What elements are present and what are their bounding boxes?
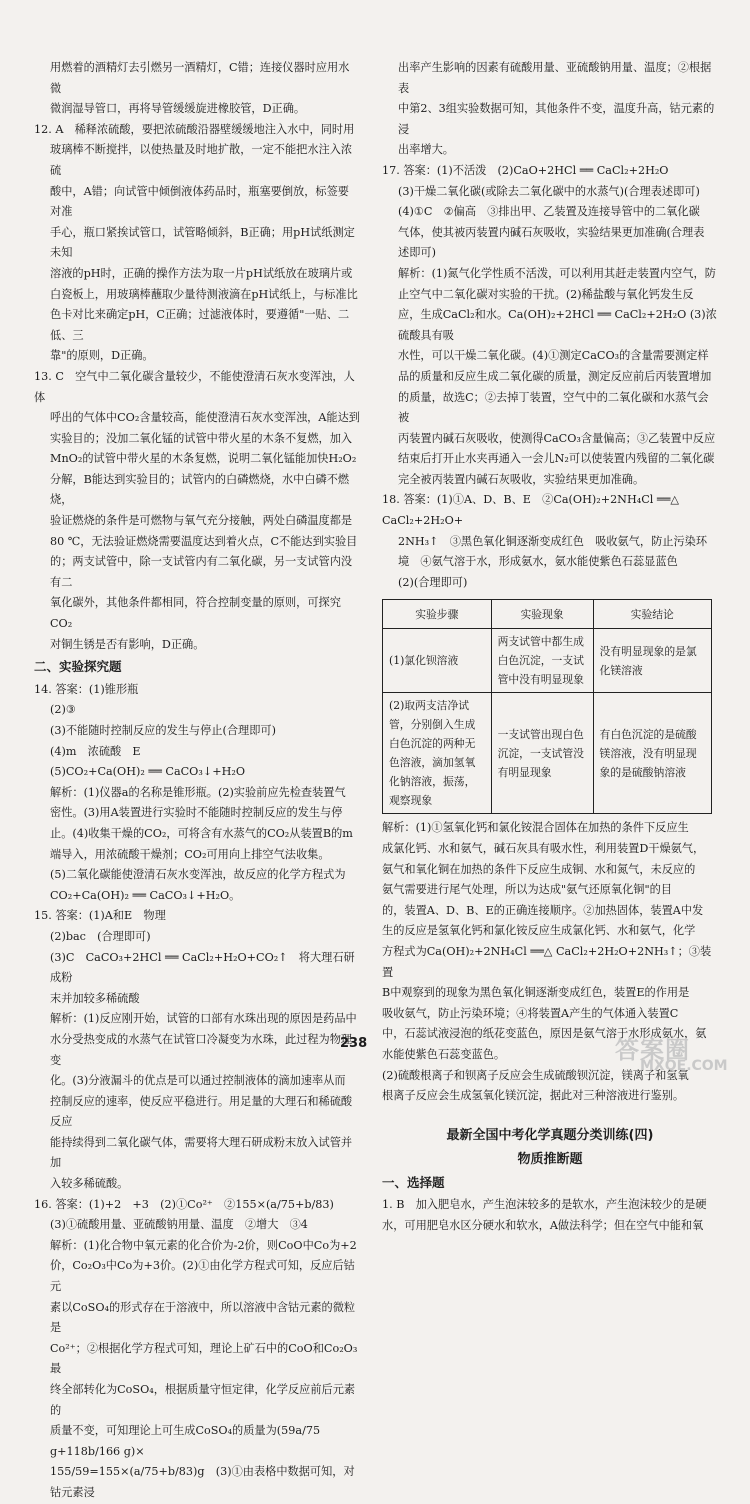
chapter-subtitle: 物质推断题 <box>517 1151 583 1167</box>
text-line: 氧化碳外，其他条件都相同，符合控制变量的原则，可探究CO₂ <box>50 596 341 631</box>
table-cell: 没有明显现象的是氯化镁溶液 <box>593 629 711 693</box>
table-cell: 一支试管出现白色沉淀，一支试管没有明显现象 <box>491 693 593 814</box>
text-line: 80 ℃，无法验证燃烧需要温度达到着火点，C不能达到实验目 <box>50 534 358 548</box>
text-line: 对铜生锈是否有影响，D正确。 <box>50 637 205 651</box>
text-line: 成氯化钙、水和氨气，碱石灰具有吸水性，利用装置D干燥氨气， <box>382 842 705 856</box>
text-line: 末并加较多稀硫酸 <box>50 991 140 1005</box>
text-line: 结束后打开止水夹再通入一会儿N₂可以使装置内残留的二氧化碳 <box>398 452 715 466</box>
question-12 <box>34 120 360 367</box>
table-row <box>383 693 712 814</box>
text-line: 白瓷板上，用玻璃棒蘸取少量待测液滴在pH试纸上，与标准比 <box>50 287 358 301</box>
text-line: 中第2、3组实验数据可知，其他条件不变，温度升高，钴元素的浸 <box>398 102 715 136</box>
text-line: 应，生成CaCl₂和水。Ca(OH)₂+2HCl ══ CaCl₂+2H₂O (3)浓硫酸具有吸 <box>398 308 717 342</box>
text-line: 解析：(1)化合物中氧元素的化合价为-2价，则CoO中Co为+2 <box>50 1238 357 1252</box>
text-line: (4)m 浓硫酸 E <box>50 744 141 758</box>
text-line: 解析：(1)仪器a的名称是锥形瓶。(2)实验前应先检查装置气 <box>50 785 346 799</box>
question-15-line: 15. 答案：(1)A和E 物理 <box>34 909 166 923</box>
text-line: 的质量，故选C；②去掉丁装置，空气中的二氧化碳和水蒸气会被 <box>398 390 709 425</box>
question-15 <box>34 906 360 1194</box>
chapter-title: 最新全国中考化学真题分类训练(四) <box>446 1127 654 1143</box>
text-line: 分解，B能达到实验目的；试管内的白磷燃烧，水中白磷不燃烧， <box>50 472 350 507</box>
question-1 <box>382 1195 718 1236</box>
text-line: 入较多稀硫酸。 <box>50 1177 129 1191</box>
text-line: (4)①C ②偏高 ③排出甲、乙装置及连接导管中的二氧化碳 <box>398 205 700 219</box>
watermark-logo: 答案圈 <box>615 1036 690 1064</box>
table-cell: (1)氯化钡溶液 <box>383 629 492 693</box>
text-line: (2)bac (合理即可) <box>50 929 151 943</box>
text-line: 实验目的；没加二氧化锰的试管中带火星的木条不复燃，加入 <box>50 431 353 445</box>
text-line: (3)C CaCO₃+2HCl ══ CaCl₂+H₂O+CO₂↑ 将大理石研成粉 <box>50 950 355 985</box>
watermark-url: MXQE.COM <box>640 1058 728 1074</box>
question-13 <box>34 367 360 655</box>
text-line: (5)二氧化碳能使澄清石灰水变浑浊，故反应的化学方程式为 <box>50 868 346 882</box>
text-line: 2NH₃↑ ③黑色氧化铜逐渐变成红色 吸收氨气，防止污染环 <box>398 534 708 548</box>
text-line: (2)③ <box>50 703 76 717</box>
section-heading: 一、选择题 <box>382 1174 445 1190</box>
text-line: 验证燃烧的条件是可燃物与氧气充分接触，两处白磷温度都是 <box>50 514 353 528</box>
text-line: (2)(合理即可) <box>398 575 468 589</box>
text-line: 氨气需要进行尾气处理，所以为达成"氨气还原氧化铜"的目 <box>382 883 672 897</box>
question-17 <box>382 161 718 491</box>
text-line: CO₂+Ca(OH)₂ ══ CaCO₃↓+H₂O。 <box>50 888 241 902</box>
text-line: Co²⁺；②根据化学方程式可知，理论上矿石中的CoO和Co₂O₃最 <box>50 1341 358 1376</box>
text-line: 化。(3)分液漏斗的优点是可以通过控制液体的滴加速率从而 <box>50 1074 346 1088</box>
experiment-table <box>382 599 712 814</box>
text-line: 能持续得到二氧化碳气体，需要将大理石研成粉末放入试管并加 <box>50 1135 353 1170</box>
text-line: (2)硫酸根离子和钡离子反应会生成硫酸钡沉淀，镁离子和氢氧 <box>382 1068 689 1082</box>
text-line: 手心，瓶口紧挨试管口，试管略倾斜，B正确；用pH试纸测定未知 <box>50 225 355 260</box>
question-16 <box>34 1195 360 1504</box>
text-line: 的；两支试管中，除一支试管内有二氧化碳，另一支试管内没有二 <box>50 555 353 589</box>
text-line: 方程式为Ca(OH)₂+2NH₄Cl ══△ CaCl₂+2H₂O+2NH₃↑；③装置 <box>382 945 712 979</box>
text-line: MnO₂的试管中带火星的木条复燃，说明二氧化锰能加快H₂O₂ <box>50 452 357 466</box>
text-line: 水性，可以干燥二氧化碳。(4)①测定CaCO₃的含量需要测定样 <box>398 349 709 363</box>
table-cell: 有白色沉淀的是硫酸镁溶液，没有明显现象的是硫酸钠溶液 <box>593 693 711 814</box>
question-14 <box>34 680 360 907</box>
text-line: 酸中，A错；向试管中倾倒液体药品时，瓶塞要倒放，标签要对准 <box>50 184 349 219</box>
question-16-line: 16. 答案：(1)+2 +3 (2)①Co²⁺ ②155×(a/75+b/83) <box>34 1197 334 1211</box>
question-13-line: 13. C 空气中二氧化碳含量较少，不能使澄清石灰水变浑浊，人体 <box>34 369 355 404</box>
text-line: 氨气和氧化铜在加热的条件下反应生成铜、水和氮气，未反应的 <box>382 862 696 876</box>
table-cell: 两支试管中都生成白色沉淀，一支试管中没有明显现象 <box>491 629 593 693</box>
text-line: 出率增大。 <box>398 143 454 157</box>
left-column <box>34 58 360 1504</box>
text-line: 玻璃棒不断搅拌，以使热量及时地扩散，一定不能把水注入浓硫 <box>50 143 353 177</box>
text-line: 止空气中二氧化碳对实验的干扰。(2)稀盐酸与氧化钙发生反 <box>398 287 694 301</box>
text-line: 述即可) <box>398 246 436 260</box>
text-line: 境 ④氨气溶于水，形成氨水，氨水能使紫色石蕊显蓝色 <box>398 555 678 569</box>
text-line: 溶液的pH时，正确的操作方法为取一片pH试纸放在玻璃片或 <box>50 266 353 280</box>
text-line: 止。(4)收集干燥的CO₂，可将含有水蒸气的CO₂从装置B的m <box>50 826 353 840</box>
text-line: (3)干燥二氧化碳(或除去二氧化碳中的水蒸气)(合理表述即可) <box>398 184 700 198</box>
text-line: 色卡对比来确定pH，C正确；过滤液体时，要遵循"一贴、二低、三 <box>50 308 350 342</box>
text-line: 解析：(1)氮气化学性质不活泼，可以利用其赶走装置内空气，防 <box>398 266 716 280</box>
question-14-line: 14. 答案：(1)锥形瓶 <box>34 682 139 696</box>
text-line: 的，装置A、D、B、E的正确连接顺序。②加热固体，装置A中发 <box>382 903 704 917</box>
text-line: 用燃着的酒精灯去引燃另一酒精灯，C错；连接仪器时应用水微 <box>50 61 350 95</box>
text-line: 解析：(1)①氢氧化钙和氯化铵混合固体在加热的条件下反应生 <box>382 821 689 835</box>
text-line: 靠"的原则，D正确。 <box>50 349 154 363</box>
text-line: 水能使紫色石蕊变蓝色。 <box>382 1047 506 1061</box>
text-line: 出率产生影响的因素有硫酸用量、亚硫酸钠用量、温度；②根据表 <box>398 61 712 95</box>
text-line: 155/59=155×(a/75+b/83)g (3)①由表格中数据可知，对钴元素浸 <box>50 1465 355 1499</box>
text-line: (5)CO₂+Ca(OH)₂ ══ CaCO₃↓+H₂O <box>50 765 246 779</box>
question-18 <box>382 490 718 593</box>
text-line: 吸收氨气，防止污染环境；④将装置A产生的气体通入装置C <box>382 1006 679 1020</box>
question-12-line: 12. A 稀释浓硫酸，要把浓硫酸沿器壁缓缓地注入水中，同时用 <box>34 122 355 136</box>
text-line: 品的质量和反应生成二氧化碳的质量，测定反应前后丙装置增加 <box>398 369 712 383</box>
text-line: 微润湿导管口，再将导管缓缓旋进橡胶管，D正确。 <box>50 102 306 116</box>
text-line: 完全被丙装置内碱石灰吸收，实验结果更加准确。 <box>398 472 645 486</box>
text-line: (3)①硫酸用量、亚硫酸钠用量、温度 ②增大 ③4 <box>50 1218 308 1232</box>
question-17-line: 17. 答案：(1)不活泼 (2)CaO+2HCl ══ CaCl₂+2H₂O <box>382 163 669 177</box>
text-line: 价，Co₂O₃中Co为+3价。(2)①由化学方程式可知，反应后钴元 <box>50 1259 355 1294</box>
section-heading: 二、实验探究题 <box>34 659 122 675</box>
text-line: 中，石蕊试液浸泡的纸花变蓝色，原因是氨气溶于水形成氨水，氨 <box>382 1027 707 1041</box>
text-line: 生的反应是氢氧化钙和氯化铵反应生成氯化钙、水和氨气，化学 <box>382 924 696 938</box>
text-line: 控制反应的速率，使反应平稳进行。用足量的大理石和稀硫酸反应 <box>50 1094 353 1129</box>
text-line: 端导入，用浓硫酸干燥剂；CO₂可用向上排空气法收集。 <box>50 847 330 861</box>
text-line: 气体，使其被丙装置内碱石灰吸收，实验结果更加准确(合理表 <box>398 225 705 239</box>
table-header-conclusion: 实验结论 <box>593 600 711 629</box>
text-line: 根离子反应会生成氢氧化镁沉淀，据此对三种溶液进行鉴别。 <box>382 1089 685 1103</box>
text-line: 质量不变，可知理论上可生成CoSO₄的质量为(59a/75 g+118b/166 g)× <box>50 1424 321 1458</box>
text-line: 解析：(1)反应刚开始，试管的口部有水珠出现的原因是药品中 <box>50 1012 357 1026</box>
table-header-step: 实验步骤 <box>383 600 492 629</box>
question-1-line: 1. B 加入肥皂水，产生泡沫较多的是软水，产生泡沫较少的是硬 <box>382 1198 707 1212</box>
text-line: 水分受热变成的水蒸气在试管口冷凝变为水珠，此过程为物理变 <box>50 1032 353 1067</box>
text-line: (3)不能随时控制反应的发生与停止(合理即可) <box>50 724 276 737</box>
page-number: 238 <box>340 1036 368 1051</box>
table-cell: (2)取两支洁净试管，分别倒入生成白色沉淀的两种无色溶液，滴加氢氧化钠溶液，振荡，观察现象 <box>383 693 492 814</box>
text-line: 密性。(3)用A装置进行实验时不能随时控制反应的发生与停 <box>50 806 343 820</box>
right-top-text <box>382 58 718 161</box>
text-line: B中观察到的现象为黑色氧化铜逐渐变成红色，装置E的作用是 <box>382 986 690 1000</box>
text-line: 丙装置内碱石灰吸收，使测得CaCO₃含量偏高；③乙装置中反应 <box>398 431 716 445</box>
table-header-phenomenon: 实验现象 <box>491 600 593 629</box>
table-row <box>383 629 712 693</box>
text-line: 呼出的气体中CO₂含量较高，能使澄清石灰水变浑浊，A能达到 <box>50 411 360 425</box>
text-line: 终全部转化为CoSO₄，根据质量守恒定律，化学反应前后元素的 <box>50 1383 356 1417</box>
text-line: 素以CoSO₄的形式存在于溶液中，所以溶液中含钴元素的微粒是 <box>50 1300 356 1335</box>
table-header-row <box>383 600 712 629</box>
text-line: 水，可用肥皂水区分硬水和软水，A做法科学；但在空气中能和氧 <box>382 1218 704 1232</box>
question-18-line: 18. 答案：(1)①A、D、B、E ②Ca(OH)₂+2NH₄Cl ══△ CaCl₂+2H₂O+ <box>382 493 679 528</box>
left-top-text <box>34 58 360 120</box>
